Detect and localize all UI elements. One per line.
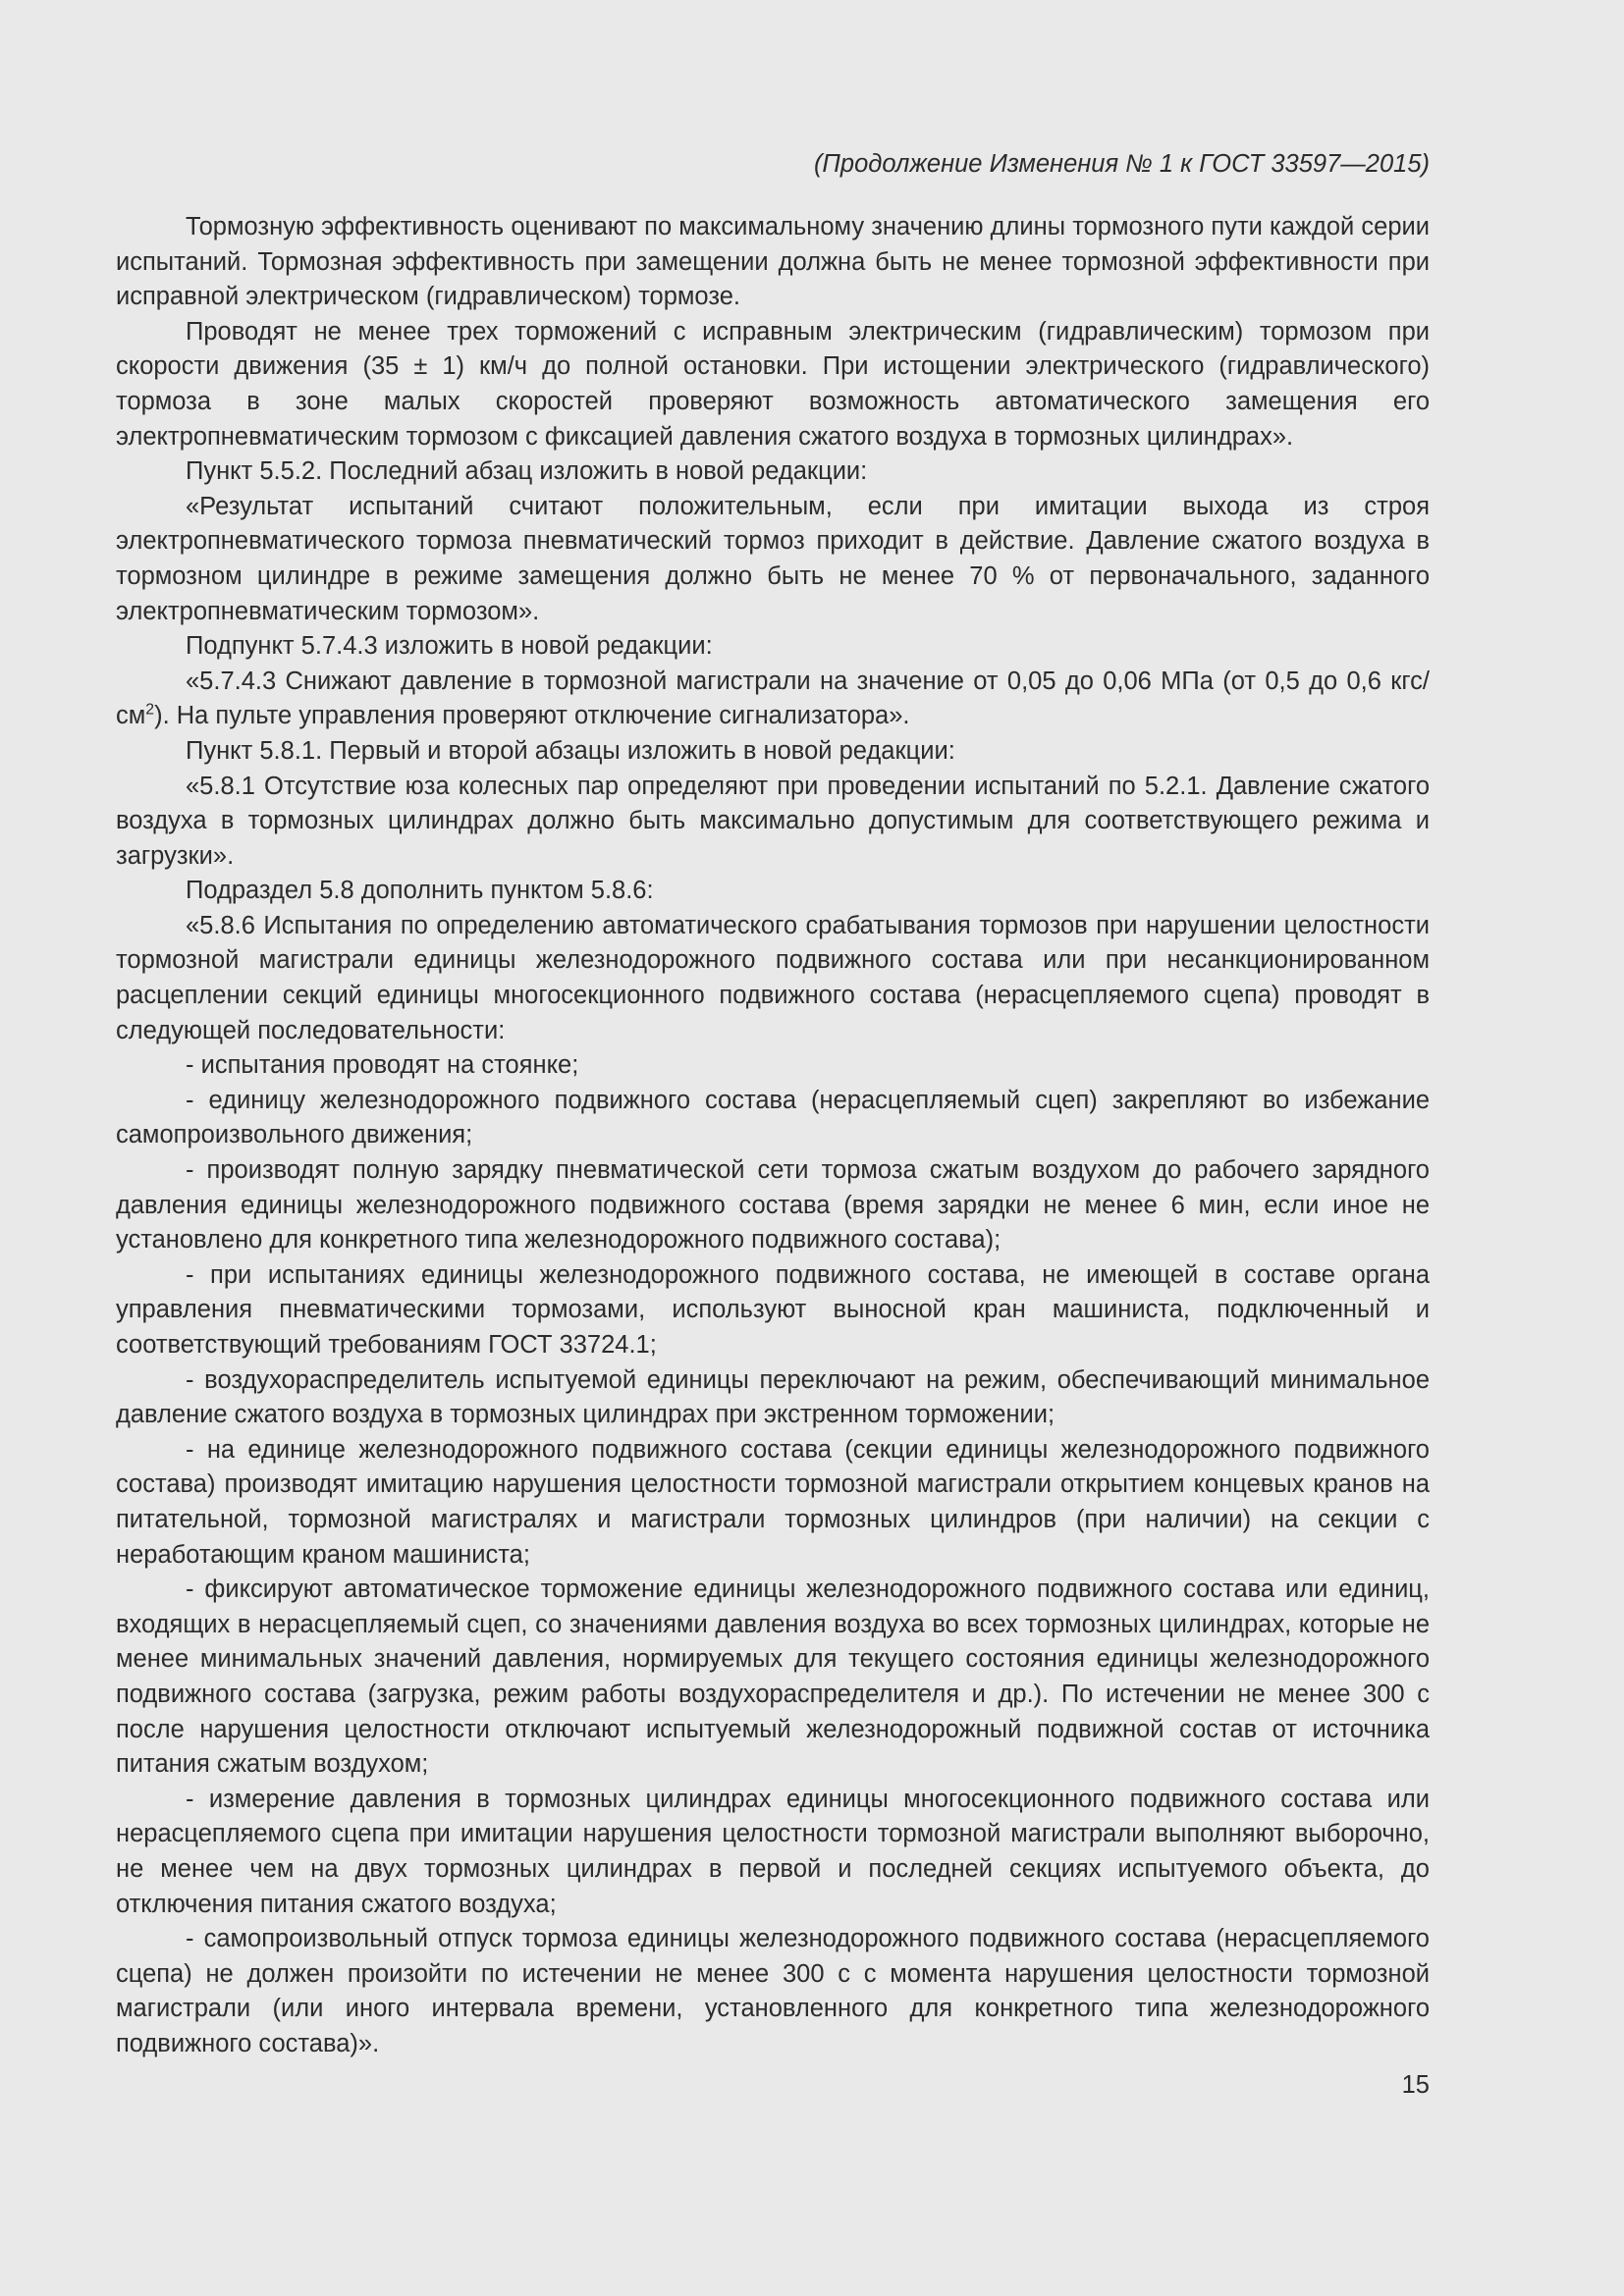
running-header: (Продолжение Изменения № 1 к ГОСТ 33597—2015) xyxy=(813,150,1430,178)
list-item: - при испытаниях единицы железнодорожного подвижного состава, не имеющей в составе органа управления пневматическими тормозами, используют выносной кран машиниста, подключенный и соответствующий требованиям ГОСТ 33724.1; xyxy=(116,1260,1430,1359)
list-item: - самопроизвольный отпуск тормоза единицы железнодорожного подвижного состава (нерасцепляемого сцепа) не должен произойти по истечении не менее 300 с с момента нарушения целостности тормозной магистрали (или иного интервала времени, установленного для конкретного типа железнодорожного подвижного состава)». xyxy=(116,1925,1430,2057)
list-item: - фиксируют автоматическое торможение единицы железнодорожного подвижного состава или единиц, входящих в нерасцепляемый сцеп, со значениями давления воздуха во всех тормозных цилиндрах, которые не менее минимальных значений давления, нормируемых для текущего состояния единицы железнодорожного подвижного состава (загрузка, режим работы воздухораспределителя и др.). По истечении не менее 300 с после нарушения целостности отключают испытуемый железнодорожный подвижной состав от источника питания сжатым воздухом; xyxy=(116,1575,1430,1779)
paragraph: «5.8.6 Испытания по определению автоматического срабатывания тормозов при нарушении целостности тормозной магистрали единицы железнодорожного подвижного состава или при несанкционированном расцеплении секций единицы многосекционного подвижного состава (нерасцепляемого сцепа) проводят в следующей последовательности: xyxy=(116,911,1430,1044)
paragraph: «5.8.1 Отсутствие юза колесных пар определяют при проведении испытаний по 5.2.1. Давление сжатого воздуха в тормозных цилиндрах должно быть максимально допустимым для соответствующего режима и загрузки». xyxy=(116,772,1430,870)
paragraph: Подпункт 5.7.4.3 изложить в новой редакции: xyxy=(186,632,713,661)
paragraph: Тормозную эффективность оценивают по максимальному значению длины тормозного пути каждой серии испытаний. Тормозная эффективность при замещении должна быть не менее тормозной эффективности при исправной электрическом (гидравлическом) тормозе. xyxy=(116,213,1430,311)
list-item: - измерение давления в тормозных цилиндрах единицы многосекционного подвижного состава или нерасцепляемого сцепа при имитации нарушения целостности тормозной магистрали выполняют выборочно, не менее чем на двух тормозных цилиндрах в первой и последней секциях испытуемого объекта, до отключения питания сжатого воздуха; xyxy=(116,1785,1430,1918)
paragraph-with-superscript xyxy=(116,665,1430,734)
document-body xyxy=(116,210,1430,2061)
paragraph: Подраздел 5.8 дополнить пунктом 5.8.6: xyxy=(186,877,654,905)
list-item: - на единице железнодорожного подвижного состава (секции единицы железнодорожного подвижного состава) производят имитацию нарушения целостности тормозной магистрали открытием концевых кранов на питательной, тормозной магистралях и магистрали тормозных цилиндров (при наличии) на секции с неработающим краном машиниста; xyxy=(116,1435,1430,1569)
paragraph-text: ). На пульте управления проверяют отключение сигнализатора». xyxy=(154,702,910,730)
list-item: - воздухораспределитель испытуемой единицы переключают на режим, обеспечивающий минимальное давление сжатого воздуха в тормозных цилиндрах при экстренном торможении; xyxy=(116,1365,1430,1429)
list-item: - производят полную зарядку пневматической сети тормоза сжатым воздухом до рабочего зарядного давления единицы железнодорожного подвижного состава (время зарядки не менее 6 мин, если иное не установлено для конкретного типа железнодорожного подвижного состава); xyxy=(116,1156,1430,1255)
list-item: - испытания проводят на стоянке; xyxy=(186,1051,579,1080)
page-number: 15 xyxy=(1401,2071,1430,2099)
list-item: - единицу железнодорожного подвижного состава (нерасцепляемый сцеп) закрепляют во избежание самопроизвольного движения; xyxy=(116,1086,1430,1149)
paragraph-text: «5.7.4.3 Снижают давление в тормозной магистрали на значение от 0,05 до 0,06 МПа (от 0,5 до 0,6 кгс/см xyxy=(116,667,1430,730)
superscript: 2 xyxy=(145,701,155,719)
paragraph: Пункт 5.5.2. Последний абзац изложить в новой редакции: xyxy=(186,457,868,486)
paragraph: Проводят не менее трех торможений с исправным электрическим (гидравлическим) тормозом при скорости движения (35 ± 1) км/ч до полной остановки. При истощении электрического (гидравлического) тормоза в зоне малых скоростей проверяют возможность автоматического замещения его электропневматическим тормозом с фиксацией давления сжатого воздуха в тормозных цилиндрах». xyxy=(116,317,1430,451)
paragraph: «Результат испытаний считают положительным, если при имитации выхода из строя электропневматического тормоза пневматический тормоз приходит в действие. Давление сжатого воздуха в тормозном цилиндре в режиме замещения должно быть не менее 70 % от первоначального, заданного электропневматическим тормозом». xyxy=(116,492,1430,625)
paragraph: Пункт 5.8.1. Первый и второй абзацы изложить в новой редакции: xyxy=(186,736,955,765)
